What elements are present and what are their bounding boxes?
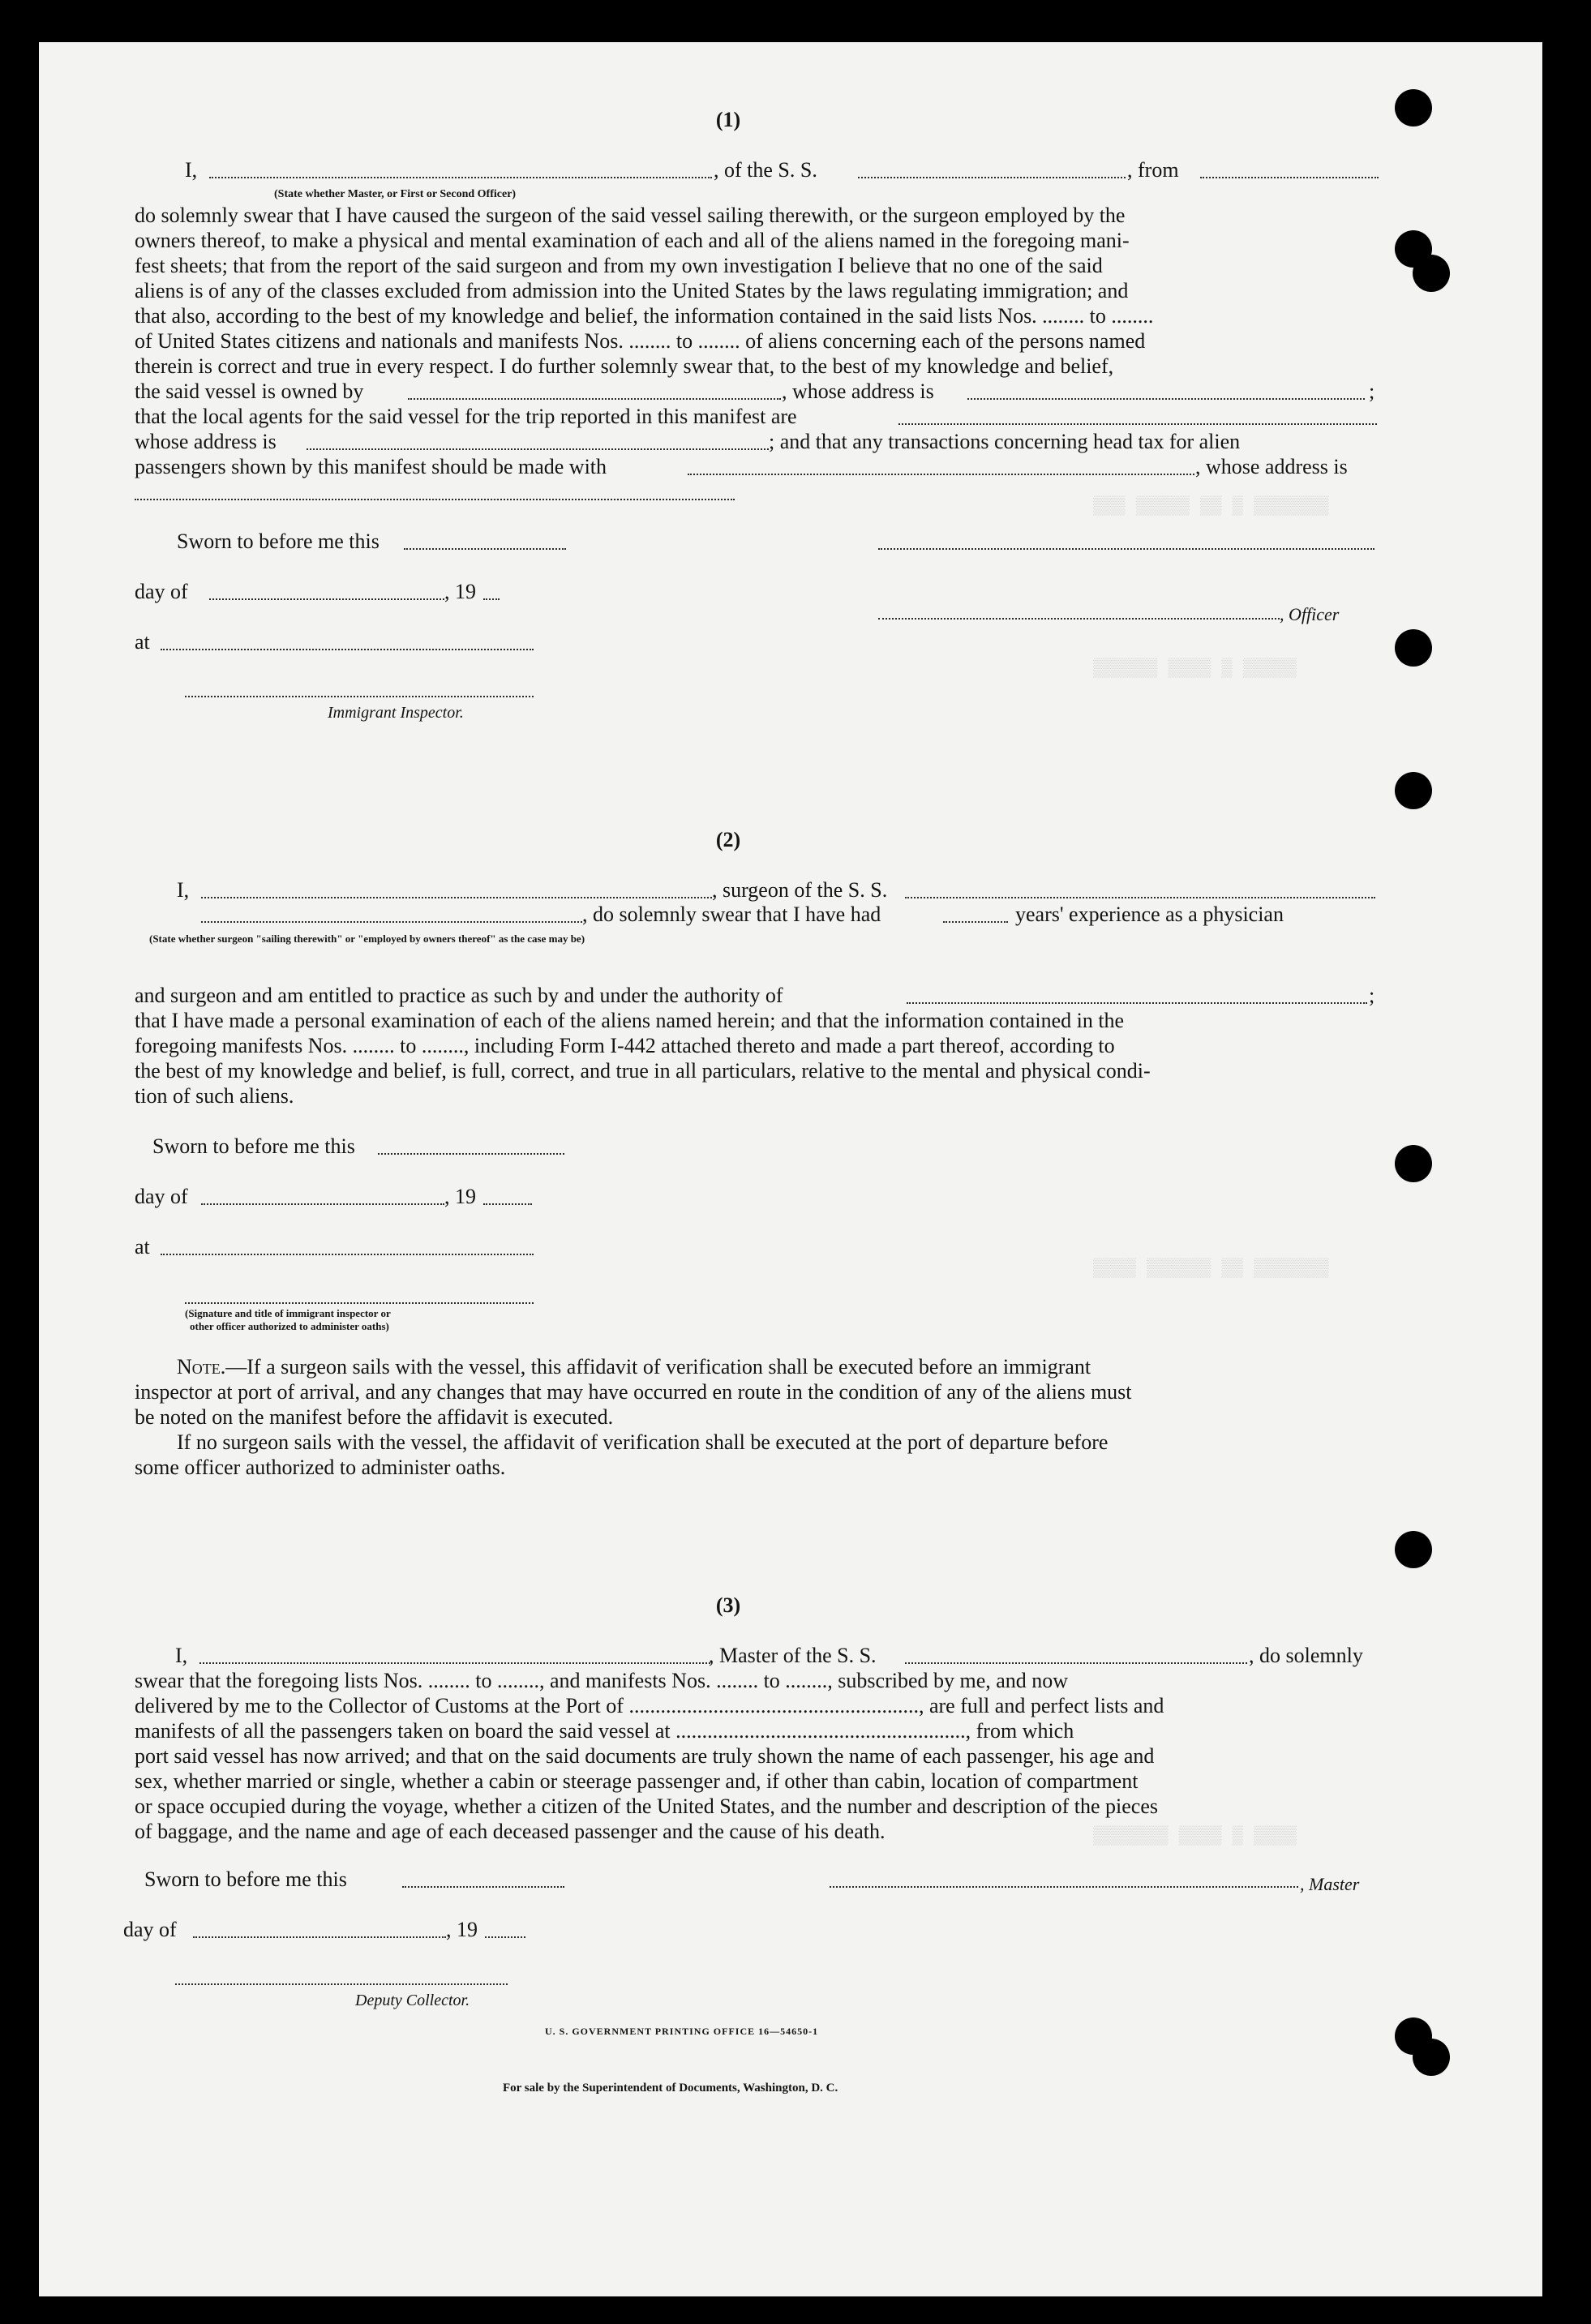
s2-month-field[interactable]	[201, 1203, 444, 1205]
s1-sworn-day-field[interactable]	[404, 548, 566, 550]
s3-sworn-label: Sworn to before me this	[144, 1867, 347, 1891]
owner-address-field[interactable]	[967, 398, 1365, 400]
s1-line-5: that also, according to the best of my knowledge and belief, the information contained in the said lists Nos. ........ to ........	[135, 304, 1154, 328]
section-1-heading: (1)	[715, 108, 741, 131]
s1-head-tax-label: ; and that any transactions concerning head tax for alien	[769, 430, 1241, 453]
head-tax-address-field[interactable]	[135, 499, 735, 500]
note-label: Note.	[177, 1355, 226, 1379]
bleed-through-texture: ▒▒▒▒▒▒▒ ▒▒▒▒ ▒ ▒▒▒▒	[1093, 1826, 1297, 1846]
s1-at-label: at	[135, 630, 150, 654]
s3-i-label: I,	[175, 1644, 188, 1667]
s2-line-4: tion of such aliens.	[135, 1084, 294, 1108]
master-name-field[interactable]	[199, 1662, 710, 1664]
punch-hole	[1395, 772, 1432, 809]
s1-month-field[interactable]	[209, 598, 444, 600]
s1-year-field[interactable]	[483, 598, 500, 600]
deputy-collector-signature-line[interactable]	[175, 1983, 508, 1985]
ship-name-field[interactable]	[858, 177, 1126, 178]
s3-year-label: , 19	[446, 1918, 478, 1941]
s2-at-label: at	[135, 1235, 150, 1258]
s1-passengers-label: passengers shown by this manifest should be made with	[135, 455, 607, 478]
surgeon-status-field[interactable]	[201, 921, 582, 923]
s1-line-1: do solemnly swear that I have caused the surgeon of the said vessel sailing therewith, or the surgeon employed by the	[135, 204, 1126, 227]
semicolon: ;	[1369, 379, 1375, 403]
master-signature-line[interactable]	[830, 1886, 1298, 1888]
agents-address-field[interactable]	[307, 448, 769, 450]
s3-master-of-label: , Master of the S. S.	[709, 1644, 877, 1667]
authority-field[interactable]	[907, 1002, 1367, 1004]
s1-line-6: of United States citizens and nationals and manifests Nos. ........ to ........ of aliens concerning each of the persons named	[135, 329, 1146, 353]
note-line-1: —If a surgeon sails with the vessel, this affidavit of verification shall be executed before an immigrant	[225, 1355, 1091, 1379]
s3-line-3: manifests of all the passengers taken on board the said vessel at ......................................................., from which	[135, 1719, 1074, 1743]
s1-year-label: , 19	[444, 580, 476, 603]
gpo-imprint: U. S. GOVERNMENT PRINTING OFFICE 16—54650-1	[545, 2026, 819, 2037]
s2-line-3: the best of my knowledge and belief, is full, correct, and true in all particulars, relative to the mental and physical condi-	[135, 1059, 1151, 1083]
s2-surgeon-note: (State whether surgeon "sailing therewith" or "employed by owners thereof" as the case may be)	[149, 933, 585, 945]
section-3-heading: (3)	[715, 1593, 741, 1617]
s1-line-3: fest sheets; that from the report of the said surgeon and from my own investigation I believe that no one of the said	[135, 254, 1103, 277]
bleed-through-texture: ▒▒▒▒ ▒▒▒▒▒▒ ▒▒ ▒▒▒▒▒▒▒	[1093, 1258, 1329, 1279]
form-page	[39, 42, 1542, 2296]
punch-hole	[1395, 89, 1432, 126]
semicolon: ;	[1369, 984, 1375, 1007]
s2-if-line-1: If no surgeon sails with the vessel, the affidavit of verification shall be executed at the port of departure before	[177, 1430, 1109, 1454]
s1-owned-by-label: the said vessel is owned by	[135, 379, 364, 403]
s2-year-field[interactable]	[483, 1203, 532, 1205]
s1-line-4: aliens is of any of the classes excluded from admission into the United States by the laws regulating immigration; and	[135, 279, 1129, 302]
s2-year-label: , 19	[444, 1185, 476, 1208]
s3-line-1: swear that the foregoing lists Nos. ........ to ........, and manifests Nos. ........ to ........, subscribed by me, and now	[135, 1669, 1069, 1692]
head-tax-contact-field[interactable]	[688, 474, 1194, 475]
s3-year-field[interactable]	[485, 1936, 525, 1938]
punch-hole	[1395, 1531, 1432, 1568]
s3-line-5: sex, whether married or single, whether a cabin or steerage passenger and, if other than cabin, location of compartment	[135, 1769, 1139, 1793]
s2-sig-note-2: other officer authorized to administer oaths)	[190, 1320, 389, 1332]
s3-month-field[interactable]	[193, 1936, 446, 1938]
bleed-through-texture: ▒▒▒ ▒▒▒▒▒ ▒▒ ▒ ▒▒▒▒▒▒▒	[1093, 496, 1329, 517]
s2-line-1: that I have made a personal examination of each of the aliens named herein; and that the information contained in the	[135, 1009, 1125, 1032]
local-agents-field[interactable]	[898, 423, 1377, 425]
s2-surgeon-of-label: , surgeon of the S. S.	[712, 878, 888, 902]
s1-line-2: owners thereof, to make a physical and mental examination of each and all of the aliens named in the foregoing mani-	[135, 229, 1130, 252]
punch-hole	[1395, 629, 1432, 667]
s3-day-of-label: day of	[123, 1918, 177, 1941]
s3-sworn-day-field[interactable]	[402, 1886, 564, 1888]
s3-line-6: or space occupied during the voyage, whether a citizen of the United States, and the number and description of the pieces	[135, 1794, 1159, 1818]
s2-inspector-signature-line[interactable]	[185, 1302, 534, 1304]
officer-signature-line[interactable]	[878, 548, 1374, 550]
s2-sworn-day-field[interactable]	[378, 1153, 564, 1155]
s3-do-solemnly-label: , do solemnly	[1249, 1644, 1363, 1667]
s2-years-label: years' experience as a physician	[1015, 903, 1284, 926]
s1-master-note: (State whether Master, or First or Second Officer)	[274, 188, 517, 200]
punch-hole	[1413, 2039, 1450, 2076]
s1-officer-label: , Officer	[1280, 604, 1340, 624]
s1-whose-address-label-2: whose address is	[135, 430, 277, 453]
s2-if-line-2: some officer authorized to administer oaths.	[135, 1456, 506, 1479]
s3-line-4: port said vessel has now arrived; and that on the said documents are truly shown the name of each passenger, his age and	[135, 1744, 1155, 1768]
s1-whose-address-label-3: , whose address is	[1195, 455, 1348, 478]
s1-sworn-label: Sworn to before me this	[177, 530, 380, 553]
s2-note-line-2: inspector at port of arrival, and any changes that may have occurred en route in the condition of any of the aliens must	[135, 1380, 1132, 1404]
s1-from-label: , from	[1127, 158, 1179, 182]
s2-note-label	[177, 1354, 1091, 1379]
s1-at-field[interactable]	[161, 649, 534, 650]
s2-authority-label: and surgeon and am entitled to practice as such by and under the authority of	[135, 984, 783, 1007]
s2-day-of-label: day of	[135, 1185, 188, 1208]
inspector-signature-line[interactable]	[185, 696, 534, 697]
officer-name-field[interactable]	[209, 177, 712, 178]
bleed-through-texture: ▒▒▒▒▒▒ ▒▒▒▒ ▒ ▒▒▒▒▒	[1093, 658, 1297, 679]
s2-note-line-3: be noted on the manifest before the affidavit is executed.	[135, 1405, 614, 1429]
years-experience-field[interactable]	[943, 921, 1008, 923]
punch-hole	[1413, 255, 1450, 292]
s2-i-label: I,	[177, 878, 190, 902]
s1-of-ss-label: , of the S. S.	[714, 158, 817, 182]
punch-hole	[1395, 1145, 1432, 1182]
s1-line-7: therein is correct and true in every respect. I do further solemnly swear that, to the best of my knowledge and belief,	[135, 354, 1114, 378]
s1-whose-address-label: , whose address is	[782, 379, 934, 403]
s3-line-2: delivered by me to the Collector of Customs at the Port of ......................................................., are full and perfect lists and	[135, 1694, 1164, 1717]
s1-i-label: I,	[185, 158, 198, 182]
section-2-heading: (2)	[715, 828, 741, 851]
s3-line-7: of baggage, and the name and age of each deceased passenger and the cause of his death.	[135, 1820, 886, 1843]
s3-deputy-collector-label: Deputy Collector.	[355, 1992, 470, 2009]
s2-ship-name-field[interactable]	[905, 897, 1375, 898]
surgeon-name-field[interactable]	[201, 897, 712, 898]
owner-field[interactable]	[408, 398, 781, 400]
from-port-field[interactable]	[1200, 177, 1379, 178]
s1-local-agents-label: that the local agents for the said vessel for the trip reported in this manifest are	[135, 405, 797, 428]
s1-day-of-label: day of	[135, 580, 188, 603]
for-sale-notice: For sale by the Superintendent of Documents, Washington, D. C.	[503, 2082, 838, 2095]
s3-master-label: , Master	[1300, 1874, 1360, 1894]
s2-line-2: foregoing manifests Nos. ........ to ........, including Form I-442 attached thereto and made a part thereof, according to	[135, 1034, 1115, 1057]
s3-ship-name-field[interactable]	[905, 1662, 1247, 1664]
s2-at-field[interactable]	[161, 1254, 534, 1255]
s2-sig-note-1: (Signature and title of immigrant inspector or	[185, 1307, 391, 1319]
officer-title-line[interactable]	[878, 618, 1280, 620]
s2-sworn-label: Sworn to before me this	[152, 1134, 355, 1158]
s2-swear-label: , do solemnly swear that I have had	[582, 903, 881, 926]
s1-inspector-label: Immigrant Inspector.	[328, 704, 464, 722]
